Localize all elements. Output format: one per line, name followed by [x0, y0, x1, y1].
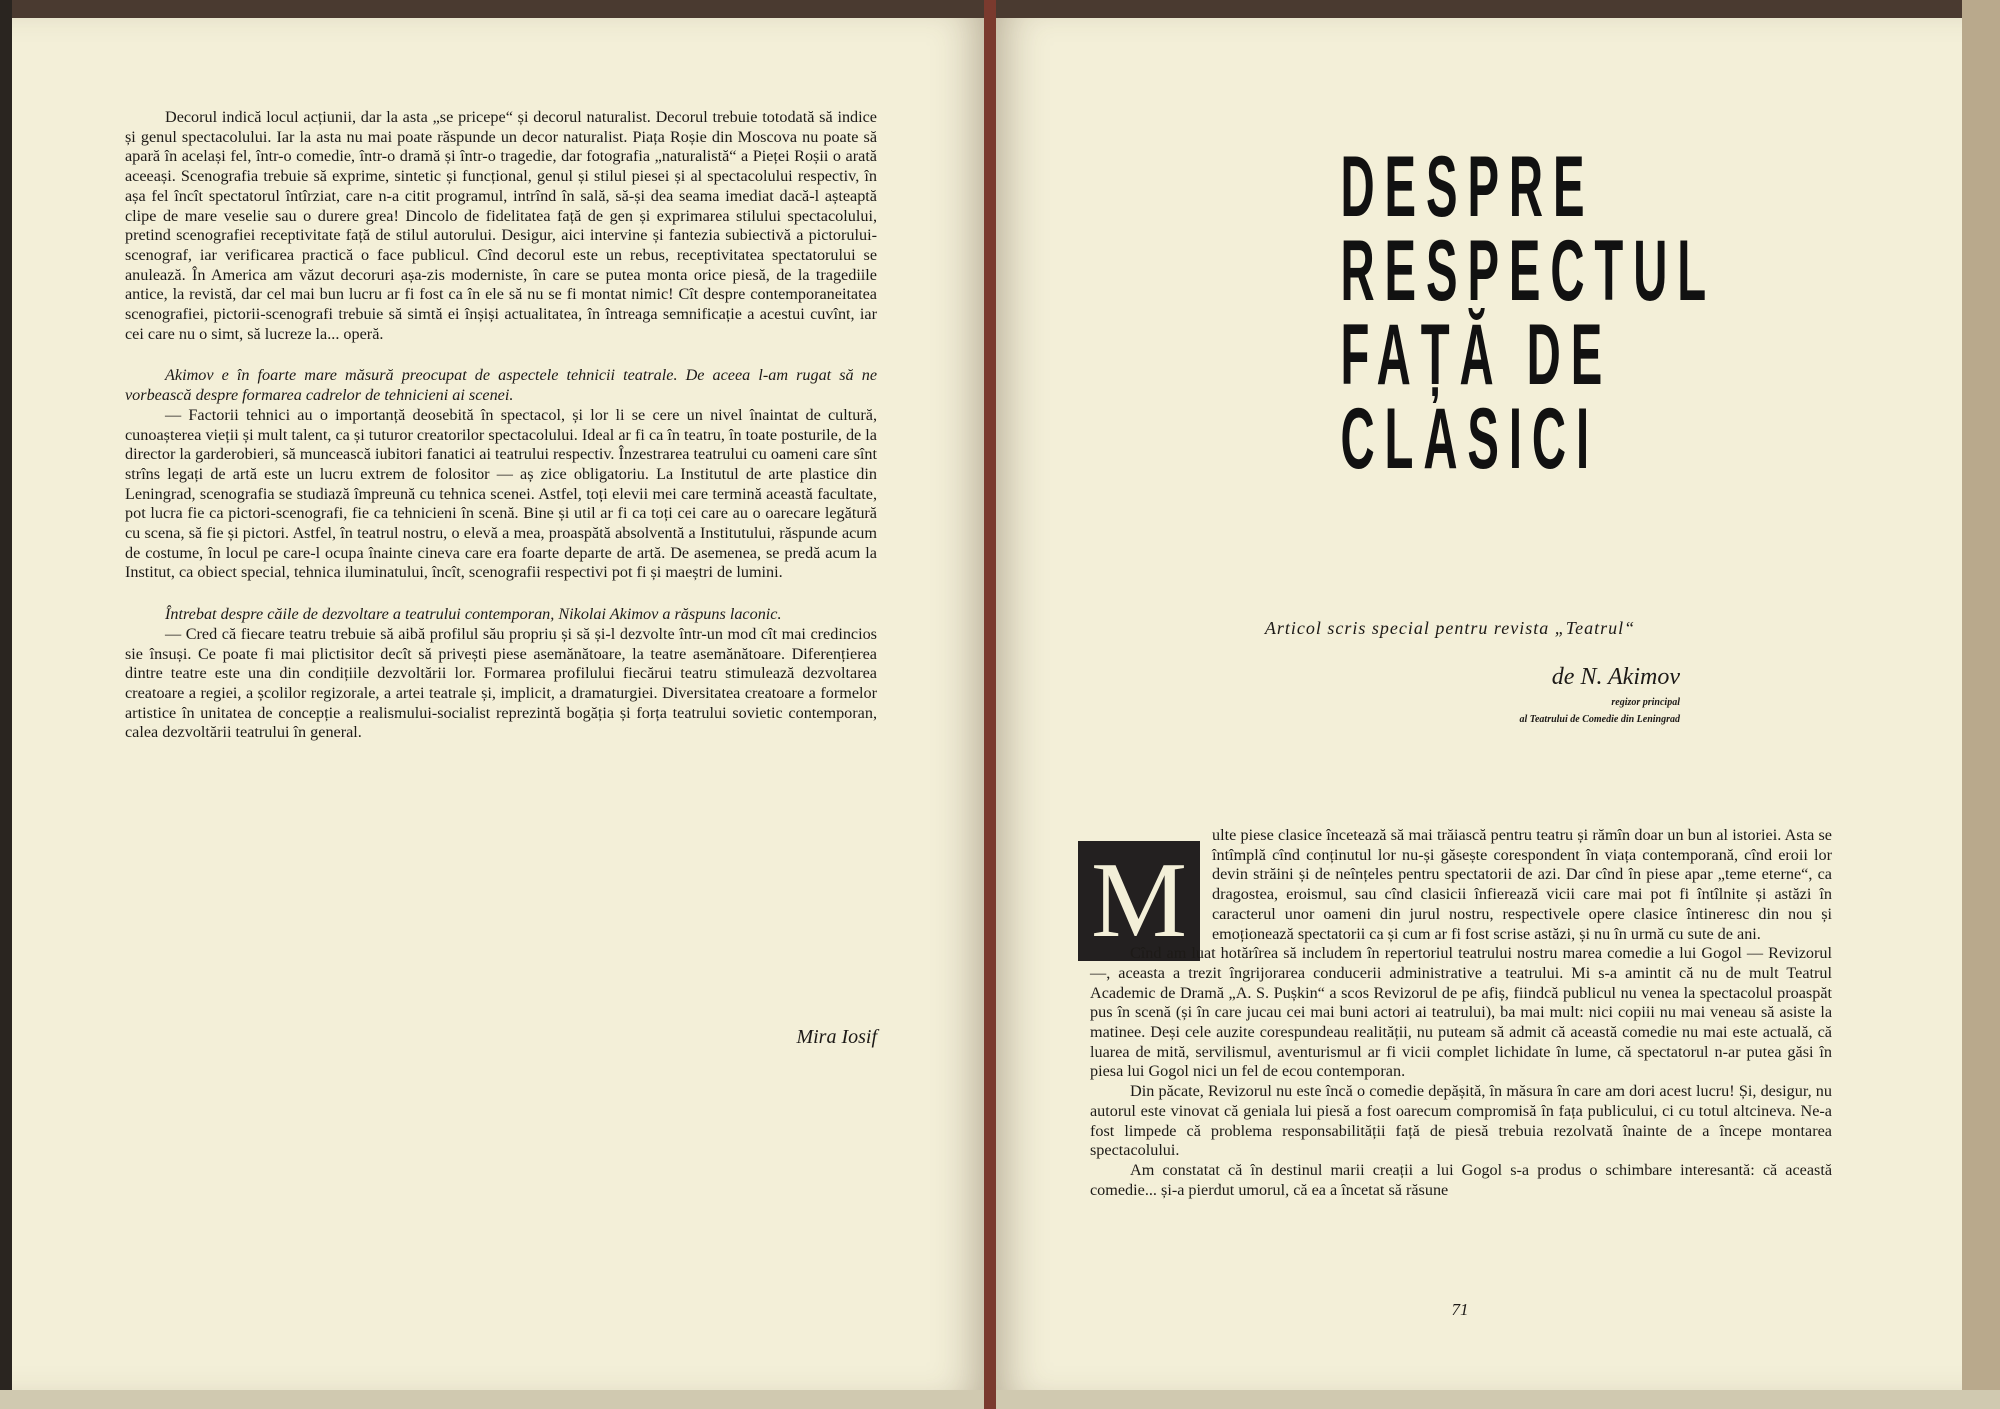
right-paragraph-4: Am constatat că în destinul marii creații a lui Gogol s-a produs o schimbare interesantă: că această comedie... și-a pierdut umorul, că ea a încetat să răsune [1090, 1160, 1832, 1199]
right-paragraph-1: ulte piese clasice încetează să mai trăiască pentru teatru și rămîn doar un bun al istoriei. Asta se întîmplă cînd conținutul lor nu-și găsește corespondent în viața contemporană, cînd eroii lor devin străini și de neînțeles pentru spectatorii de azi. Dar cînd în piese apar „teme eterne“, ca dragostea, eroismul, sau cînd clasicii înfierează vicii care mai pot fi întîlnite și astăzi în caracterul unor oameni din jurul nostru, respectivele opere clasice întineresc din nou și emoționează spectatorii ca și cum ar fi fost scrise astăzi, și nu în urmă cu sute de ani. [1212, 826, 1832, 943]
drop-cap: M [1078, 841, 1200, 961]
article-title [1255, 139, 1717, 487]
right-paragraph-2: Cînd am luat hotărîrea să includem în repertoriul teatrului nostru marea comedie a lui Gogol — Revizorul —, aceasta a trezit îngrijorarea conducerii administrative a teatrului. Mi s-a amintit că nu de mult Teatrul Academic de Dramă „A. S. Pușkin“ a scos Revizorul de pe afiș, fiindcă publicul nu venea la spectacolul proaspăt pus în scenă (și în care jucau cei mai buni actori ai teatrului), ba mai mult: nici copiii nu mai veneau să asiste la matinee. Deși cele auzite corespundeau realității, nu puteam să admit că această comedie nu mai este actuală, că luarea de mită, servilismul, aventurismul ar fi vicii complet lichidate în lume, că spectatorul n-ar putea găsi în piesa lui Gogol nici un fel de ecou contemporan. [1090, 944, 1832, 1081]
author-role: regizor principal [1611, 697, 1680, 708]
right-text-column [1090, 826, 1832, 1200]
article-subtitle: Articol scris special pentru revista „Teatrul“ [1264, 618, 1636, 638]
left-cover-edge [0, 0, 12, 1409]
left-paragraph-3: — Cred că fiecare teatru trebuie să aibă profilul său propriu și să și-l dezvolte într-un mod cît mai credincios sie însuși. Ce poate fi mai plictisitor decît să privești piese asemănătoare, la teatre asemănătoare. Diferențierea dintre teatre este una din condițiile dezvoltării lor. Formarea profilului fiecărui teatru stimulează dezvoltarea creatoare a regiei, a școlilor regizorale, a artei teatrale și, implicit, a dramaturgiei. Diversitatea creatoare a formelor artistice în unitatea de concepție a realismului-socialist reprezintă bogăția și forța teatrului sovietic contemporan, calea dezvoltării teatrului în general. [125, 624, 877, 742]
signature: Mira Iosif [796, 1026, 877, 1048]
title-line-2: RESPECTUL [1340, 223, 1717, 319]
left-paragraph-1: Decorul indică locul acțiunii, dar la asta „se pricepe“ și decorul naturalist. Decorul trebuie totodată să indice și genul spectacolului. Iar la asta nu mai poate răspunde un decor naturalist. Piața Roșie din Moscova nu poate să apară în același fel, într-o comedie, într-o dramă și într-o tragedie, dar fotografia „naturalistă“ a Pieței Roșii o arată aceeași. Scenografia trebuie să exprime, sintetic și funcțional, genul și stilul piesei și al spectacolului respectiv, în așa fel încît spectatorul întîrziat, care n-a citit programul, intrînd în sală, să-și dea seama imediat dacă-l așteaptă clipe de mare veselie sau o durere grea! Dincolo de fidelitatea față de gen și exprimarea stilului spectacolului, pretind scenografiei receptivitate față de stilul autorului. Desigur, aici intervine și fantezia subiectivă a pictorului-scenograf, iar verificarea practică o face publicul. Cînd decorul este un rebus, receptivitatea spectatorului se anulează. În America am văzut decoruri așa-zis moderniste, în care se putea monta orice piesă, de la tragediile antice, la revistă, dar cel mai bun lucru ar fi fost ca în ele să nu se fi montat nimic! Cît despre contemporaneitatea scenografiei, pictorii-scenografi trebuie să simtă ei înșiși actualitatea, în întreaga semnificație a acestui cuvînt, iar cei care nu o simt, să lucreze la... operă. [125, 108, 877, 343]
title-line-1: DESPRE [1340, 139, 1595, 235]
author-byline: de N. Akimov [1551, 664, 1680, 690]
left-paragraph-2: — Factorii tehnici au o importanță deosebită în spectacol, și lor li se cere un nivel înaintat de cultură, cunoașterea vieții și mult talent, ca și tuturor creatorilor spectacolului. Ideal ar fi ca în teatru, în toate posturile, de la director la garderobieri, să muncească iubitori fanatici ai teatrului respectiv. Înzestrarea teatrului cu oameni care sînt strîns legați de artă este un lucru extrem de folositor — aș zice obligatoriu. La Institutul de arte plastice din Leningrad, scenografia se studiază împreună cu tehnica scenei. Astfel, toți elevii mei care termină această facultate, pot lucra fie ca pictori-scenografi, fie ca tehnicieni în scenă. Bine și util ar fi ca toți cei care au o oarecare legătură cu scena, să fie și pictori. Astfel, în teatrul nostru, o elevă a mea, proaspătă absolventă a Institutului, răspunde acum de costume, în locul pe care-l ocupa înainte cineva care era foarte departe de artă. De asemenea, se predă acum la Institut, ca obiect special, tehnica iluminatului, încît, scenografii respectivi pot fi și maeștri de lumini. [125, 405, 877, 582]
right-cover-edge [1962, 0, 2000, 1409]
left-italic-intro-2: Întrebat despre căile de dezvoltare a teatrului contemporan, Nikolai Akimov a răspuns laconic. [165, 605, 782, 624]
page-number: 71 [1451, 1300, 1469, 1319]
title-line-4: CLASICI [1340, 391, 1599, 487]
left-italic-intro-1: Akimov e în foarte mare măsură preocupat de aspectele tehnicii teatrale. De aceea l-am rugat să ne vorbească despre formarea cadrelor de tehnicieni ai scenei. [125, 366, 877, 405]
left-text-column [125, 108, 877, 743]
book-spine [984, 0, 996, 1409]
title-line-3: FAȚĂ DE [1340, 307, 1613, 403]
bottom-cover-edge [0, 1390, 2000, 1409]
right-paragraph-3: Din păcate, Revizorul nu este încă o comedie depășită, în măsura în care am dori acest lucru! Și, desigur, nu autorul este vinovat că geniala lui piesă a fost oarecum compromisă în fața publicului, ci cu totul altcineva. Ne-a fost limpede că problema responsabilității față de piesă trebuia rezolvată înainte de a începe montarea spectacolului. [1090, 1082, 1832, 1160]
author-theatre: al Teatrului de Comedie din Leningrad [1519, 714, 1680, 725]
